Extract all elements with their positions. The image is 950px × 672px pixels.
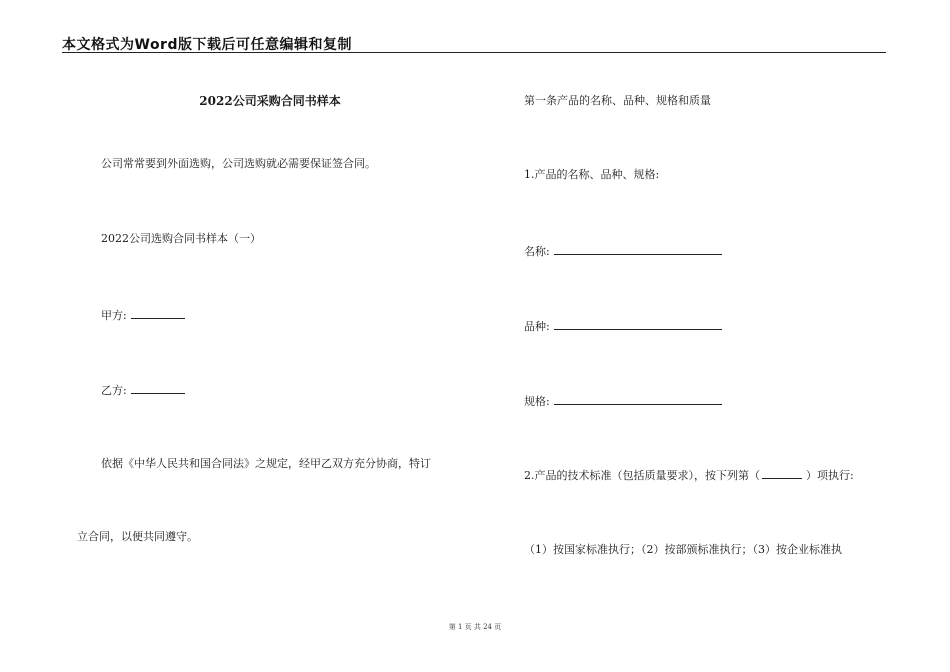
name-blank xyxy=(554,243,722,255)
item-2-suffix: ）项执行: xyxy=(806,469,854,482)
article-1-heading: 第一条产品的名称、品种、规格和质量 xyxy=(524,94,711,107)
header-divider xyxy=(62,52,886,53)
party-b-line xyxy=(101,382,185,398)
variety-label: 品种: xyxy=(524,320,550,333)
document-header-banner: 本文格式为Word版下载后可任意编辑和复制 xyxy=(62,37,352,53)
spec-blank xyxy=(554,393,722,405)
party-b-label: 乙方: xyxy=(101,384,127,397)
item-1-heading: 1.产品的名称、品种、规格: xyxy=(524,168,660,181)
party-a-blank xyxy=(131,307,185,319)
spec-label: 规格: xyxy=(524,395,550,408)
name-label: 名称: xyxy=(524,245,550,258)
spec-field-line xyxy=(524,393,722,409)
basis-paragraph-line-2: 立合同，以便共同遵守。 xyxy=(77,530,198,543)
item-2-blank xyxy=(762,467,802,479)
basis-paragraph-line-1: 依据《中华人民共和国合同法》之规定，经甲乙双方充分协商，特订 xyxy=(101,457,431,470)
document-title: 2022公司采购合同书样本 xyxy=(199,94,341,108)
intro-paragraph: 公司常常要到外面选购，公司选购就必需要保证签合同。 xyxy=(101,157,376,170)
name-field-line xyxy=(524,243,722,259)
sample-heading: 2022公司选购合同书样本（一） xyxy=(101,232,261,245)
party-a-line xyxy=(101,307,185,323)
party-b-blank xyxy=(131,382,185,394)
variety-blank xyxy=(554,318,722,330)
item-2-prefix: 2.产品的技术标准（包括质量要求），按下列第（ xyxy=(524,469,760,482)
party-a-label: 甲方: xyxy=(101,309,127,322)
standards-options-line: （1）按国家标准执行；（2）按部颁标准执行；（3）按企业标准执 xyxy=(524,543,842,556)
variety-field-line xyxy=(524,318,722,334)
page-indicator: 第 1 页 共 24 页 xyxy=(448,623,502,631)
item-2-line xyxy=(524,467,854,483)
